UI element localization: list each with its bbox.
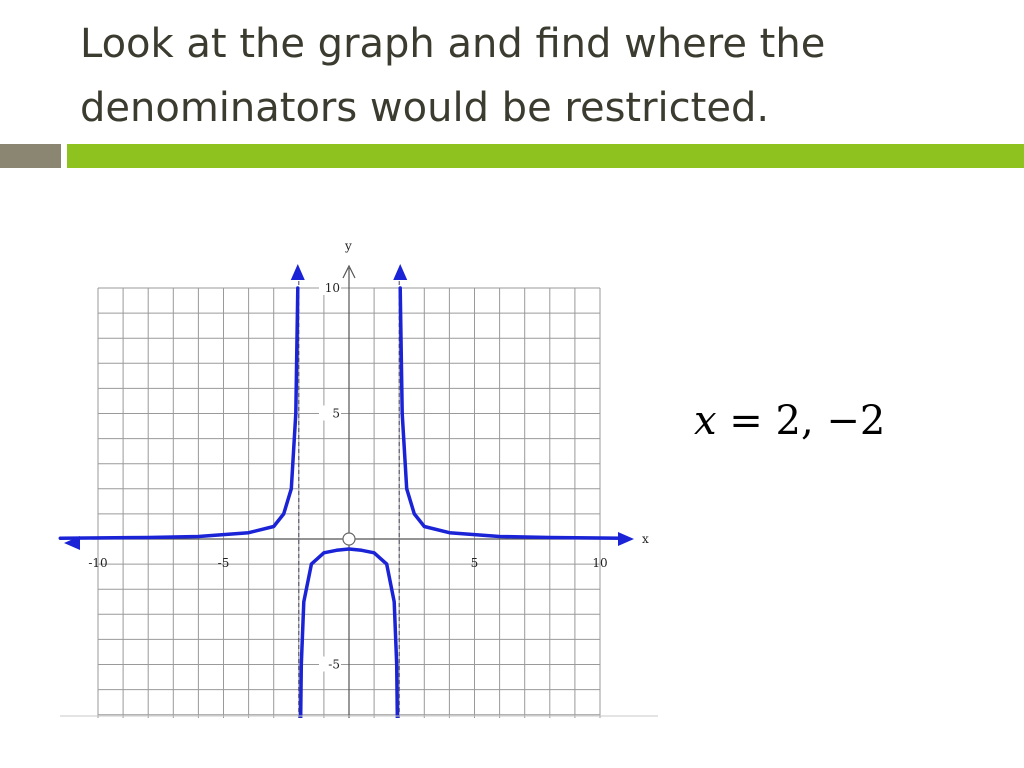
y-tick-label: 10 [324, 281, 340, 295]
x-tick-label: 5 [470, 556, 479, 570]
graph-svg [58, 232, 660, 718]
y-tick-label: -5 [328, 657, 340, 672]
x-tick-label: 10 [592, 556, 608, 570]
curve-arrow-up-right-icon [393, 264, 407, 280]
y-tick-label: 5 [332, 406, 340, 421]
open-circle-marker [343, 533, 355, 545]
curve-arrow-right-icon [618, 532, 634, 546]
curve-arrow-up-left-icon [291, 264, 305, 280]
answer-variable: x [694, 398, 717, 444]
answer-expression [694, 398, 885, 444]
x-axis-label: x [642, 532, 649, 546]
x-tick-label: -5 [217, 556, 230, 570]
slide-title: Look at the graph and find where the denominators would be restricted. [80, 21, 826, 131]
y-axis-label: y [345, 239, 352, 253]
title-accent-bar-gray [0, 144, 61, 168]
answer-values: = 2, −2 [716, 398, 886, 444]
title-accent-bar-green [67, 144, 1024, 168]
x-tick-label: -10 [88, 556, 108, 570]
rational-function-graph [58, 232, 660, 718]
